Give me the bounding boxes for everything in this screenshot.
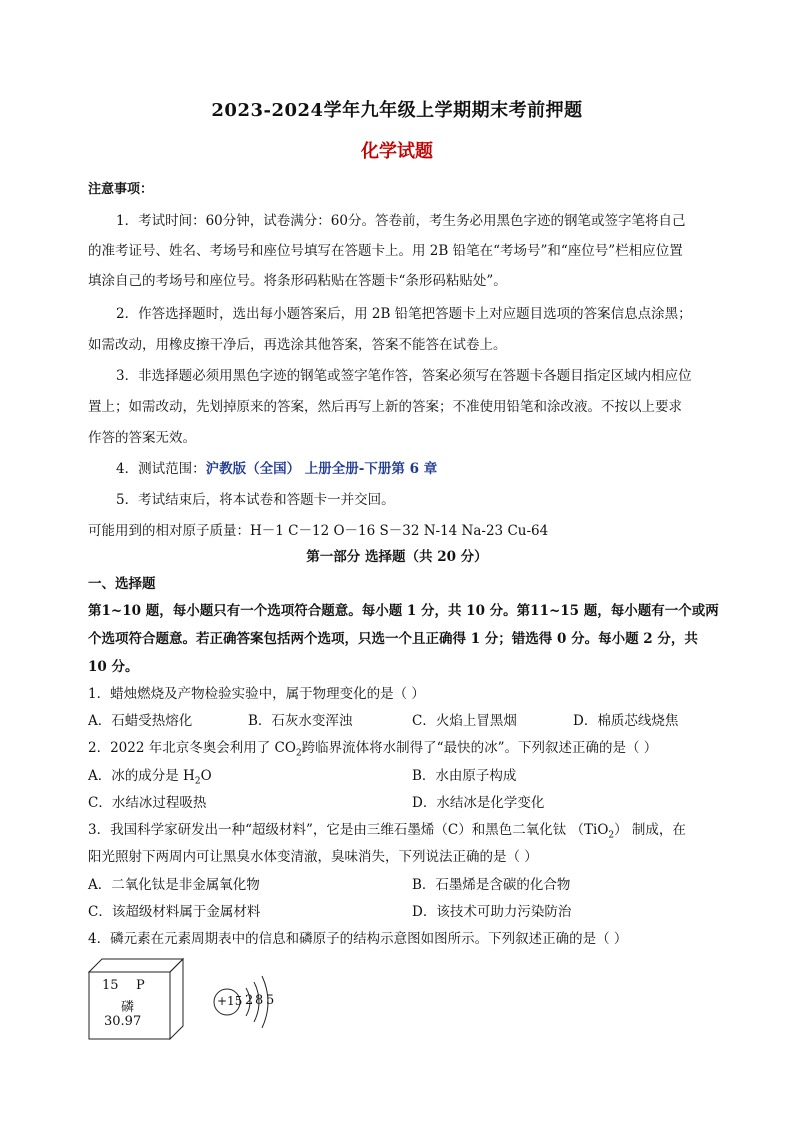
q2-option-d: D．水结冰是化学变化 <box>412 795 545 811</box>
element-number: 15 <box>102 978 119 993</box>
shell-3-electrons: 5 <box>266 993 275 1008</box>
q3-option-d: D．该技术可助力污染防治 <box>412 904 572 920</box>
notice-heading: 注意事项： <box>88 182 154 197</box>
notice-item3-line3: 作答的答案无效。 <box>88 430 196 446</box>
atom-structure-diagram <box>210 962 290 1042</box>
question-3-stem-line1 <box>88 818 686 841</box>
notice-item2-line1: 2．作答选择题时，选出每小题答案后，用 2B 铅笔把答题卡上对应题目选项的答案信息点涂黑； <box>116 306 692 322</box>
test-scope-label: 4．测试范围： <box>116 461 206 477</box>
q1-option-b: B．石灰水变浑浊 <box>248 713 353 729</box>
element-name: 磷 <box>121 1000 135 1015</box>
q2-a-sub: 2 <box>194 776 201 787</box>
q3-option-b: B．石墨烯是含碳的化合物 <box>412 877 571 893</box>
exam-title: 2023-2024学年九年级上学期期末考前押题 <box>211 100 583 121</box>
q3-option-c: C．该超级材料属于金属材料 <box>88 904 261 920</box>
atomic-masses: 可能用到的相对原子质量：H－1 C－12 O－16 S－32 N-14 Na-23 Cu-64 <box>88 523 549 539</box>
notice-item5: 5．考试结束后，将本试卷和答题卡一并交回。 <box>116 492 395 508</box>
q1-option-d: D．棉质芯线烧焦 <box>573 713 679 729</box>
q2-option-b: B．水由原子构成 <box>412 768 517 784</box>
notice-item3-line1: 3．非选择题必须用黑色字迹的钢笔或签字笔作答，答案必须写在答题卡各题目指定区域内相应位 <box>116 368 692 384</box>
instructions-line3: 10 分。 <box>88 659 139 675</box>
notice-item4 <box>116 457 437 477</box>
test-scope-value: 沪教版（全国） 上册全册-下册第 6 章 <box>205 461 438 477</box>
q3-stem-sub: 2 <box>608 830 615 841</box>
q3-stem-post: ） 制成，在 <box>614 822 686 838</box>
notice-item3-line2: 置上；如需改动，先划掉原来的答案，然后再写上新的答案；不准使用铅笔和涂改液。不按以上要求 <box>88 399 682 415</box>
q3-stem-pre: 3．我国科学家研发出一种“超级材料”，它是由三维石墨烯（C）和黑色二氧化钛 （TiO <box>88 822 609 838</box>
q2-a-post: O <box>200 768 212 784</box>
q2-a-pre: A．冰的成分是 H <box>88 768 195 784</box>
q2-stem-pre: 2．2022 年北京冬奥会利用了 CO <box>88 740 296 756</box>
q2-stem-post: 跨临界流体将水制得了“最快的冰”。下列叙述正确的是（ ） <box>301 740 658 756</box>
periodic-table-cell <box>88 958 184 1040</box>
question-2-stem <box>88 736 657 759</box>
section-heading: 一、选择题 <box>88 576 156 592</box>
question-1-stem: 1．蜡烛燃烧及产物检验实验中，属于物理变化的是（ ） <box>88 686 425 702</box>
element-mass: 30.97 <box>104 1014 142 1029</box>
element-symbol: P <box>136 978 145 993</box>
q2-option-c: C．水结冰过程吸热 <box>88 795 207 811</box>
part1-heading: 第一部分 选择题（共 20 分） <box>306 549 488 565</box>
q1-option-c: C．火焰上冒黑烟 <box>412 713 517 729</box>
notice-item1-line1: 1．考试时间：60分钟，试卷满分：60分。答卷前，考生务必用黑色字迹的钢笔或签字笔将自己 <box>116 213 686 229</box>
instructions-line1: 第1~10 题，每小题只有一个选项符合题意。每小题 1 分，共 10 分。第11~15 题，每小题有一个或两 <box>88 603 719 619</box>
question-4-stem: 4．磷元素在元素周期表中的信息和磷原子的结构示意图如图所示。下列叙述正确的是（ ） <box>88 931 628 947</box>
q2-option-a <box>88 764 212 787</box>
exam-subtitle: 化学试题 <box>361 141 433 162</box>
instructions-line2: 个选项符合题意。若正确答案包括两个选项，只选一个且正确得 1 分；错选得 0 分。每小题 2 分，共 <box>88 631 698 647</box>
nucleus-charge: +15 <box>217 994 243 1008</box>
notice-item2-line2: 如需改动，用橡皮擦干净后，再选涂其他答案，答案不能答在试卷上。 <box>88 337 507 353</box>
notice-item1-line2: 的准考证号、姓名、考场号和座位号填写在答题卡上。用 2B 铅笔在“考场号”和“座位号”栏相应位置 <box>88 243 683 259</box>
notice-item1-line3: 填涂自己的考场号和座位号。将条形码粘贴在答题卡“条形码粘贴处”。 <box>88 273 507 289</box>
question-3-stem-line2: 阳光照射下两周内可让黑臭水体变清澈，臭味消失，下列说法正确的是（ ） <box>88 849 538 865</box>
q2-stem-sub: 2 <box>295 748 302 759</box>
shell-1-electrons: 2 <box>245 993 254 1008</box>
shell-2-electrons: 8 <box>255 993 264 1008</box>
q1-option-a: A．石蜡受热熔化 <box>88 713 193 729</box>
q3-option-a: A．二氧化钛是非金属氧化物 <box>88 877 260 893</box>
